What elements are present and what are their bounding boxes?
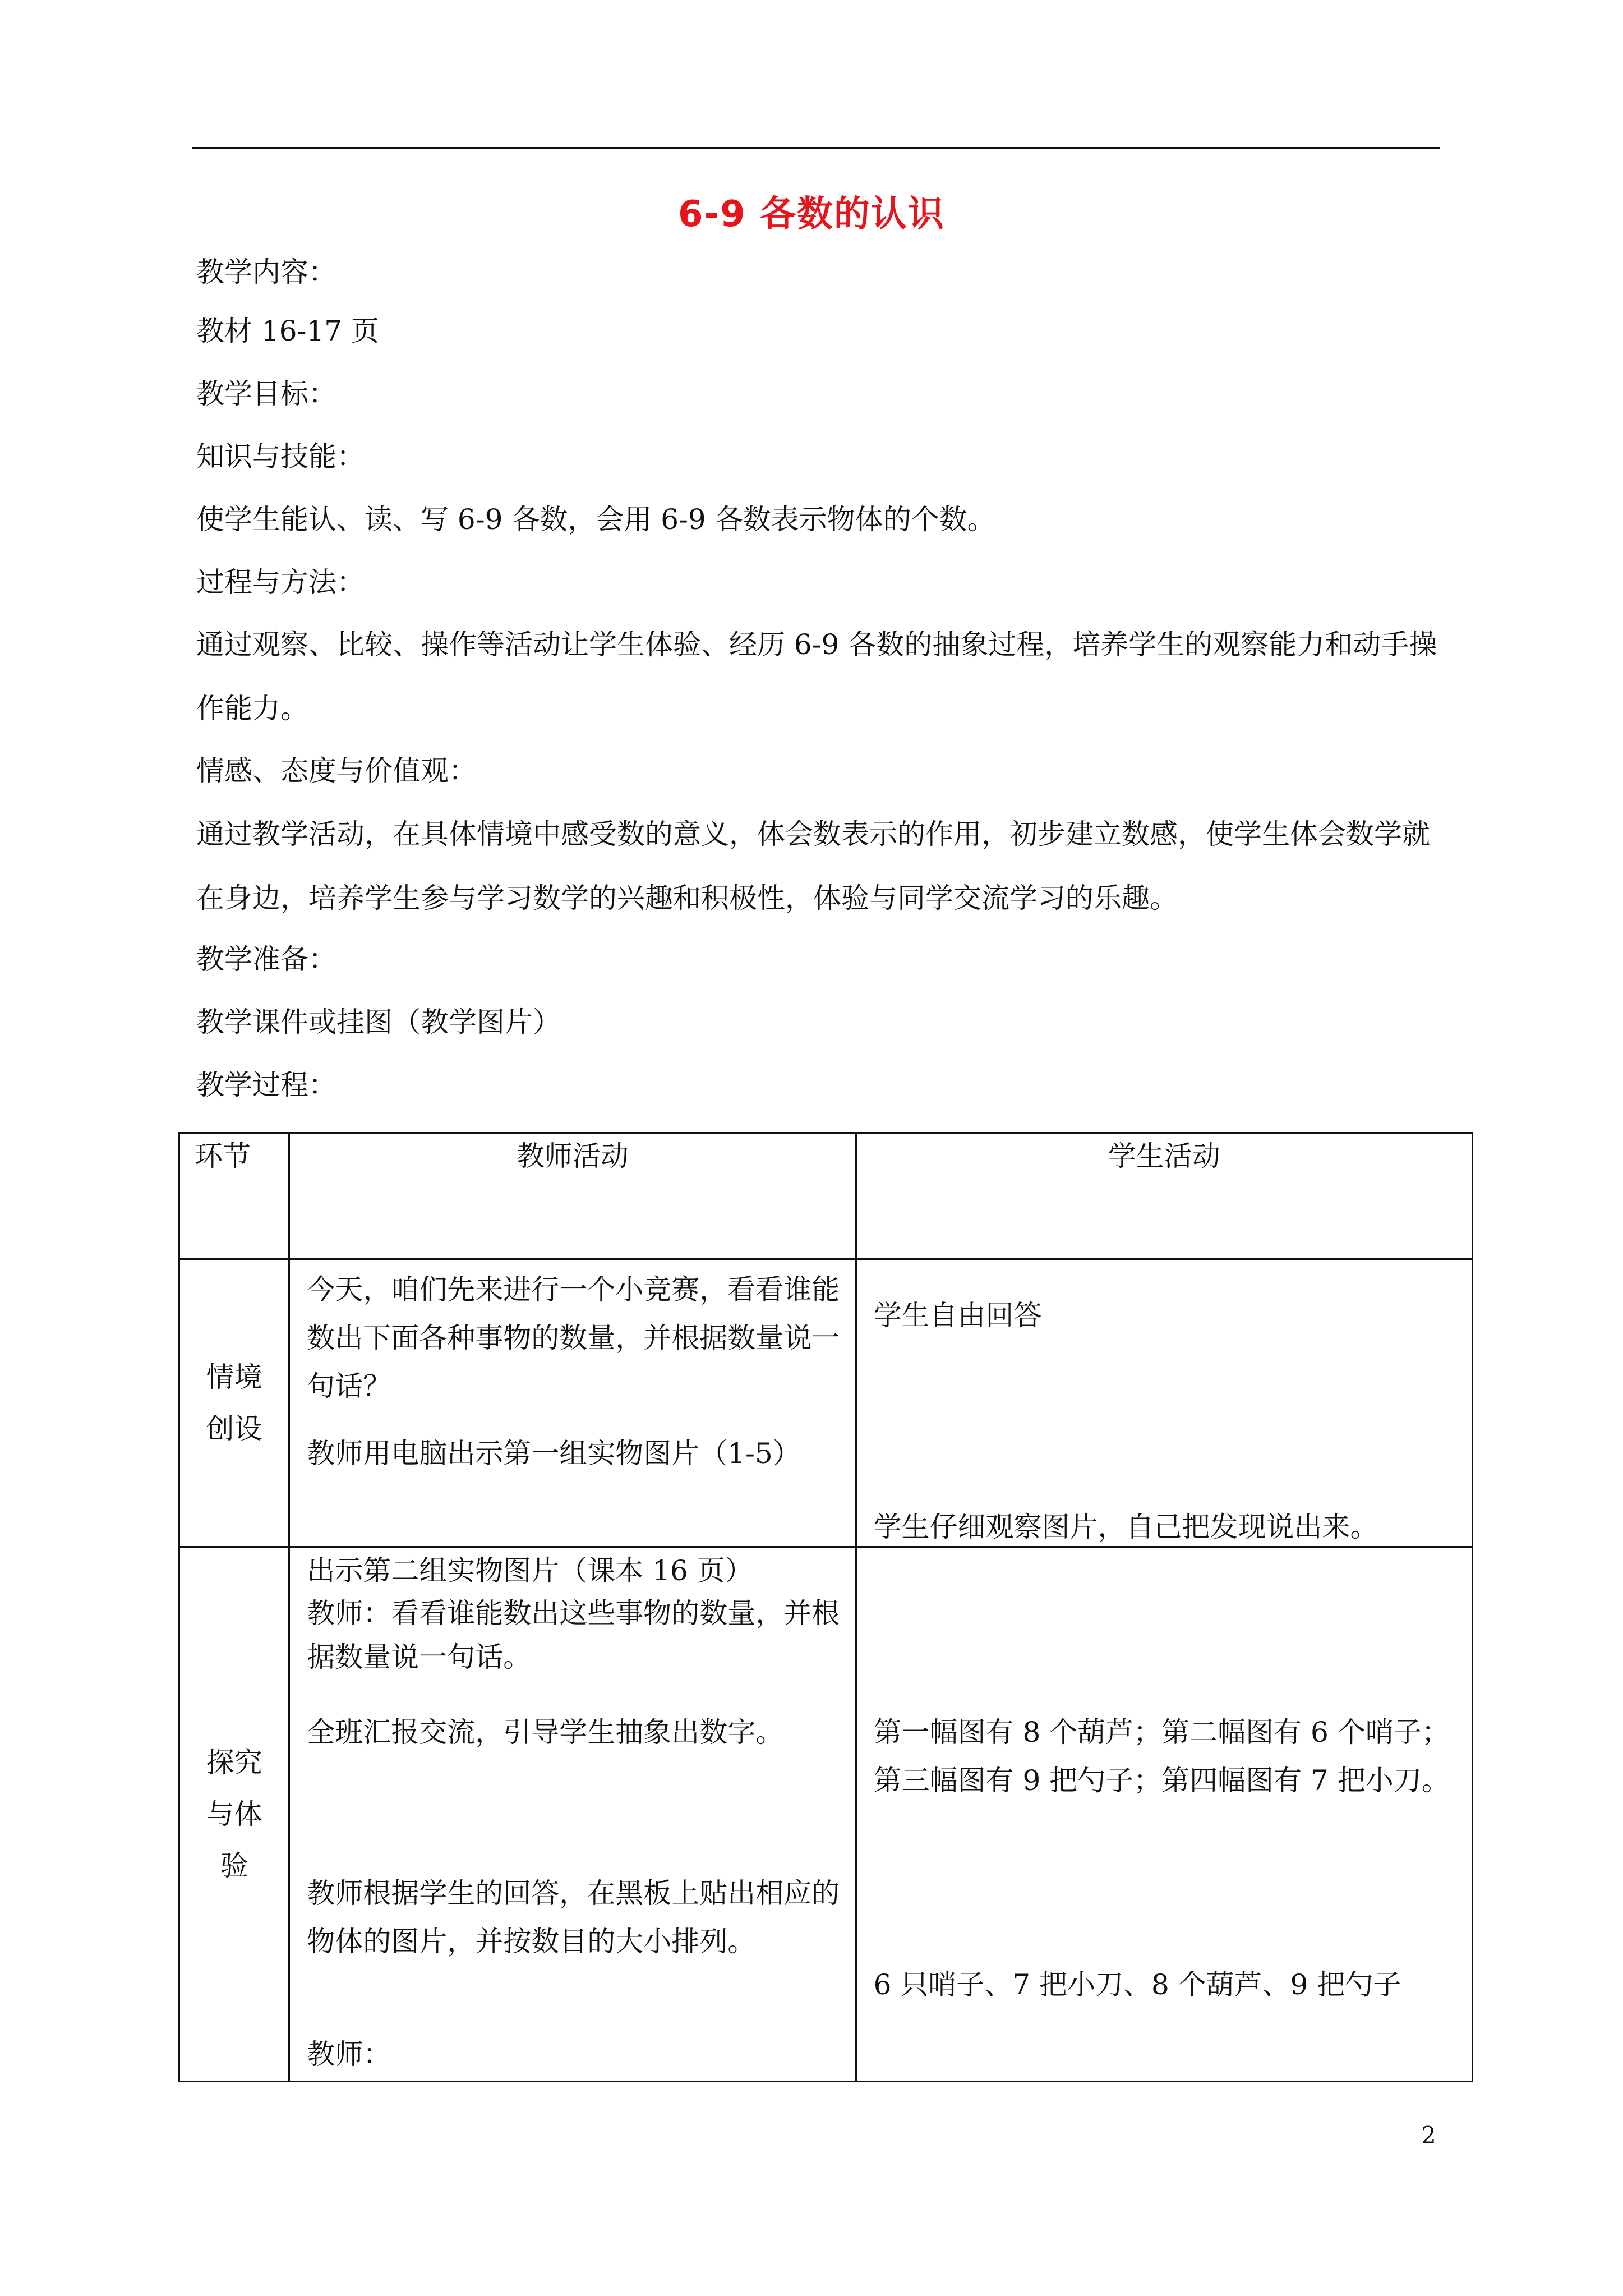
teaching-process-table: [178, 1132, 1473, 2082]
table-header-row: [179, 1133, 1473, 1259]
header-student: 学生活动: [856, 1133, 1472, 1259]
knowledge-text: 使学生能认、读、写 6-9 各数，会用 6-9 各数表示物体的个数。: [196, 503, 995, 536]
teacher-activity: 教师：: [307, 2038, 391, 2070]
teacher-activity: 教师用电脑出示第一组实物图片（1-5）: [307, 1437, 801, 1470]
teacher-activity: 今天，咱们先来进行一个小竞赛，看看谁能数出下面各种事物的数量，并根据数量说一句话？: [307, 1273, 840, 1402]
teacher-activity: 教师：看看谁能数出这些事物的数量，并根据数量说一句话。: [307, 1597, 840, 1673]
student-activity: 6 只哨子、7 把小刀、8 个葫芦、9 把勺子: [873, 1968, 1401, 2001]
emotion-label: 情感、态度与价值观：: [196, 754, 477, 787]
document-title: 6-9 各数的认识: [678, 194, 945, 235]
student-activity: 学生仔细观察图片，自己把发现说出来。: [873, 1511, 1378, 1543]
student-activity: 学生自由回答: [873, 1299, 1042, 1332]
steps-label: 教学过程：: [196, 1069, 336, 1101]
prep-label: 教学准备：: [196, 943, 336, 976]
page-number: 2: [1421, 2122, 1436, 2149]
teacher-activity: 全班汇报交流，引导学生抽象出数字。: [307, 1716, 784, 1749]
content-text: 教材 16-17 页: [196, 315, 379, 347]
process-label: 过程与方法：: [196, 566, 365, 599]
table-row: [179, 1547, 1473, 2082]
emotion-text: 通过教学活动，在具体情境中感受数的意义，体会数表示的作用，初步建立数感，使学生体会数学就在身边，培养学生参与学习数学的兴趣和积极性，体验与同学交流学习的乐趣。: [196, 818, 1430, 914]
table-row: [179, 1259, 1473, 1547]
header-rule: [192, 147, 1440, 149]
teacher-activity: 出示第二组实物图片（课本 16 页）: [307, 1554, 753, 1587]
content-label: 教学内容：: [196, 256, 336, 288]
header-stage: 环节: [179, 1133, 289, 1259]
header-teacher: 教师活动: [289, 1133, 856, 1259]
knowledge-label: 知识与技能：: [196, 440, 365, 473]
prep-text: 教学课件或挂图（教学图片）: [196, 1006, 561, 1038]
stage-label: 探究与体验: [206, 1746, 262, 1882]
teacher-activity: 教师根据学生的回答，在黑板上贴出相应的物体的图片，并按数目的大小排列。: [307, 1877, 840, 1958]
student-activity: 第一幅图有 8 个葫芦；第二幅图有 6 个哨子；第三幅图有 9 把勺子；第四幅图有 7 把小刀。: [873, 1716, 1450, 1797]
process-text: 通过观察、比较、操作等活动让学生体验、经历 6-9 各数的抽象过程，培养学生的观察能力和动手操作能力。: [196, 628, 1437, 725]
stage-label: 情境创设: [206, 1361, 262, 1445]
goals-label: 教学目标：: [196, 378, 336, 410]
